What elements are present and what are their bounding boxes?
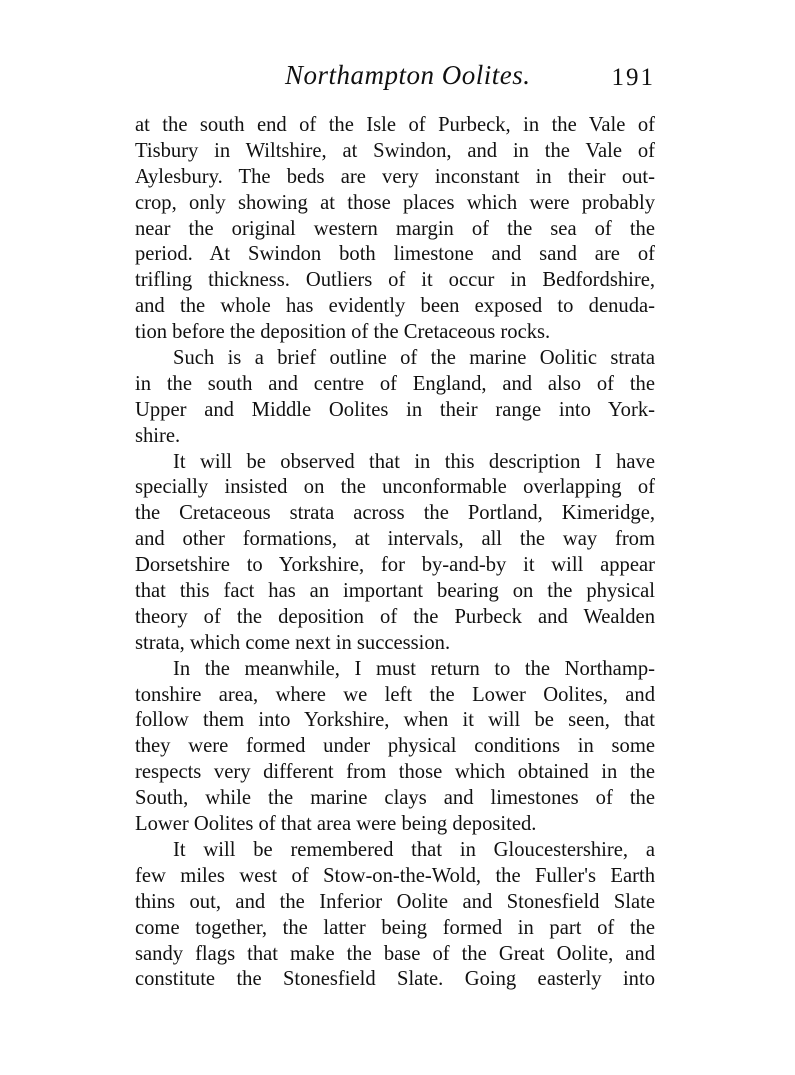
text-line: period. At Swindon both limestone and sand are of — [135, 243, 655, 266]
text-line: It will be observed that in this description I have — [173, 450, 655, 473]
text-line: follow them into Yorkshire, when it will be seen, that — [135, 709, 655, 732]
text-line: respects very different from those which obtained in the — [135, 761, 655, 784]
text-line: constitute the Stonesfield Slate. Going easterly into — [135, 968, 655, 991]
text-line: Aylesbury. The beds are very inconstant in their out- — [135, 165, 655, 188]
body-text — [135, 113, 655, 993]
text-line: strata, which come next in succession. — [135, 631, 451, 654]
text-line: at the south end of the Isle of Purbeck, in the Vale of — [135, 114, 655, 136]
page-number: 191 — [611, 64, 655, 91]
text-line: theory of the deposition of the Purbeck and Wealden — [135, 605, 655, 628]
text-line: It will be remembered that in Gloucestershire, a — [173, 838, 655, 861]
running-title: Northampton Oolites. — [285, 60, 531, 90]
text-line: trifling thickness. Outliers of it occur in Bedfordshire, — [135, 269, 655, 292]
text-line: shire. — [135, 424, 181, 447]
text-line: and other formations, at intervals, all the way from — [135, 528, 655, 551]
text-line: Lower Oolites of that area were being deposited. — [135, 813, 537, 836]
text-line: that this fact has an important bearing on the physical — [135, 580, 655, 603]
text-line: Such is a brief outline of the marine Oolitic strata — [173, 347, 655, 370]
text-line: in the south and centre of England, and also of the — [135, 372, 655, 395]
text-line: Tisbury in Wiltshire, at Swindon, and in the Vale of — [135, 139, 655, 162]
text-line: tion before the deposition of the Cretaceous rocks. — [135, 321, 551, 344]
text-line: they were formed under physical conditions in some — [135, 735, 655, 758]
text-line: come together, the latter being formed in part of the — [135, 916, 655, 939]
text-line: sandy flags that make the base of the Great Oolite, and — [135, 942, 655, 965]
text-line: near the original western margin of the sea of the — [135, 217, 655, 240]
text-line: thins out, and the Inferior Oolite and Stonesfield Slate — [135, 890, 655, 913]
text-line: and the whole has evidently been exposed to denuda- — [135, 295, 655, 318]
text-line: In the meanwhile, I must return to the Northamp- — [173, 657, 655, 680]
text-line: few miles west of Stow-on-the-Wold, the Fuller's Earth — [135, 864, 655, 887]
running-head — [135, 60, 655, 100]
text-line: Upper and Middle Oolites in their range into York- — [135, 398, 655, 421]
text-line: the Cretaceous strata across the Portland, Kimeridge, — [135, 502, 655, 525]
text-line: Dorsetshire to Yorkshire, for by-and-by it will appear — [135, 554, 655, 577]
text-line: South, while the marine clays and limestones of the — [135, 787, 655, 810]
text-line: tonshire area, where we left the Lower Oolites, and — [135, 683, 655, 706]
text-line: crop, only showing at those places which were probably — [135, 191, 655, 214]
text-line: specially insisted on the unconformable overlapping of — [135, 476, 655, 499]
